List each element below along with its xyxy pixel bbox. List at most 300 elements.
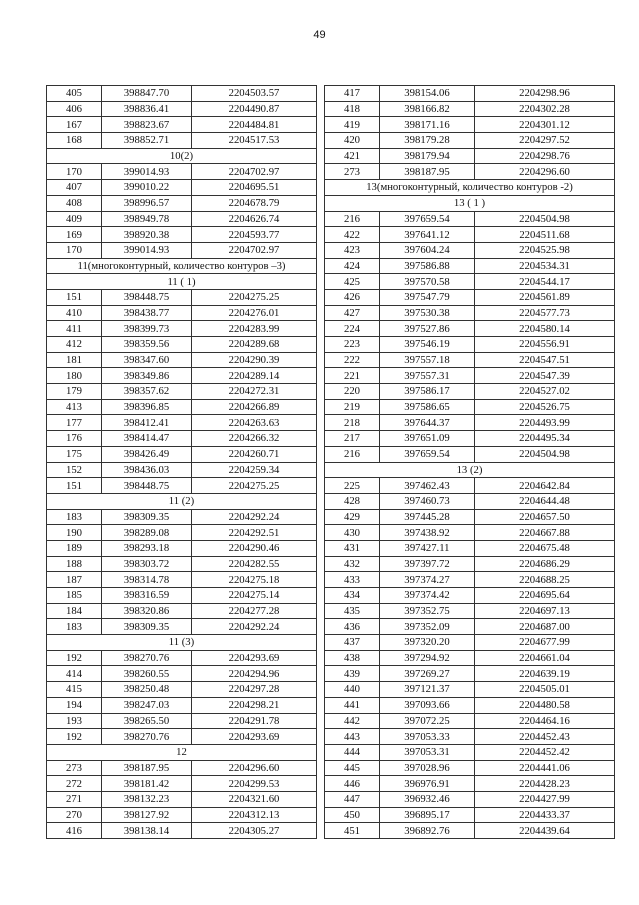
x-coordinate-cell: 398316.59 (102, 588, 192, 604)
point-number-cell: 450 (325, 807, 380, 823)
y-coordinate-cell: 2204661.04 (475, 650, 615, 666)
x-coordinate-cell: 397586.65 (380, 399, 475, 415)
y-coordinate-cell: 2204561.89 (475, 289, 615, 305)
point-number-cell: 151 (47, 289, 102, 305)
y-coordinate-cell: 2204556.91 (475, 337, 615, 353)
y-coordinate-cell: 2204275.14 (192, 588, 317, 604)
x-coordinate-cell: 397641.12 (380, 227, 475, 243)
point-number-cell: 169 (47, 227, 102, 243)
table-row (47, 509, 317, 525)
x-coordinate-cell: 398270.76 (102, 650, 192, 666)
point-number-cell: 413 (47, 399, 102, 415)
table-row (325, 572, 615, 588)
y-coordinate-cell: 2204452.42 (475, 744, 615, 760)
x-coordinate-cell: 398187.95 (380, 164, 475, 180)
y-coordinate-cell: 2204296.60 (192, 760, 317, 776)
y-coordinate-cell: 2204452.43 (475, 729, 615, 745)
table-row (325, 635, 615, 651)
x-coordinate-cell: 397374.42 (380, 588, 475, 604)
table-row (47, 117, 317, 133)
point-number-cell: 192 (47, 650, 102, 666)
table-row (47, 164, 317, 180)
point-number-cell: 272 (47, 776, 102, 792)
table-row (325, 431, 615, 447)
point-number-cell: 414 (47, 666, 102, 682)
y-coordinate-cell: 2204305.27 (192, 823, 317, 839)
y-coordinate-cell: 2204504.98 (475, 446, 615, 462)
point-number-cell: 405 (47, 86, 102, 102)
point-number-cell: 418 (325, 101, 380, 117)
table-row (47, 446, 317, 462)
y-coordinate-cell: 2204296.60 (475, 164, 615, 180)
y-coordinate-cell: 2204293.69 (192, 729, 317, 745)
x-coordinate-cell: 396932.46 (380, 791, 475, 807)
y-coordinate-cell: 2204580.14 (475, 321, 615, 337)
y-coordinate-cell: 2204277.28 (192, 603, 317, 619)
x-coordinate-cell: 398289.08 (102, 525, 192, 541)
y-coordinate-cell: 2204686.29 (475, 556, 615, 572)
x-coordinate-cell: 396976.91 (380, 776, 475, 792)
x-coordinate-cell: 398138.14 (102, 823, 192, 839)
y-coordinate-cell: 2204441.06 (475, 760, 615, 776)
table-row (325, 744, 615, 760)
y-coordinate-cell: 2204657.50 (475, 509, 615, 525)
x-coordinate-cell: 398320.86 (102, 603, 192, 619)
x-coordinate-cell: 397557.31 (380, 368, 475, 384)
x-coordinate-cell: 397352.09 (380, 619, 475, 635)
y-coordinate-cell: 2204577.73 (475, 305, 615, 321)
x-coordinate-cell: 398265.50 (102, 713, 192, 729)
x-coordinate-cell: 397374.27 (380, 572, 475, 588)
table-row (325, 525, 615, 541)
table-row (47, 525, 317, 541)
contour-heading: 13(многоконтурный, количество контуров -2) (325, 180, 615, 196)
x-coordinate-cell: 398949.78 (102, 211, 192, 227)
point-number-cell: 439 (325, 666, 380, 682)
point-number-cell: 421 (325, 148, 380, 164)
y-coordinate-cell: 2204294.96 (192, 666, 317, 682)
table-row (47, 729, 317, 745)
table-row (47, 807, 317, 823)
x-coordinate-cell: 398309.35 (102, 509, 192, 525)
point-number-cell: 417 (325, 86, 380, 102)
x-coordinate-cell: 398127.92 (102, 807, 192, 823)
table-row (325, 760, 615, 776)
contour-heading: 11 (3) (47, 635, 317, 651)
x-coordinate-cell: 398426.49 (102, 446, 192, 462)
point-number-cell: 429 (325, 509, 380, 525)
table-row (47, 791, 317, 807)
point-number-cell: 194 (47, 697, 102, 713)
table-row (325, 478, 615, 494)
y-coordinate-cell: 2204527.02 (475, 384, 615, 400)
y-coordinate-cell: 2204464.16 (475, 713, 615, 729)
contour-heading: 11(многоконтурный, количество контуров –3) (47, 258, 317, 274)
x-coordinate-cell: 397053.33 (380, 729, 475, 745)
table-row (47, 619, 317, 635)
y-coordinate-cell: 2204517.53 (192, 133, 317, 149)
y-coordinate-cell: 2204272.31 (192, 384, 317, 400)
contour-heading-row (47, 744, 317, 760)
point-number-cell: 435 (325, 603, 380, 619)
table-row (325, 540, 615, 556)
x-coordinate-cell: 398396.85 (102, 399, 192, 415)
y-coordinate-cell: 2204678.79 (192, 195, 317, 211)
point-number-cell: 176 (47, 431, 102, 447)
y-coordinate-cell: 2204275.18 (192, 572, 317, 588)
table-row (47, 603, 317, 619)
x-coordinate-cell: 398436.03 (102, 462, 192, 478)
table-row (325, 619, 615, 635)
table-row (47, 760, 317, 776)
point-number-cell: 177 (47, 415, 102, 431)
x-coordinate-cell: 398847.70 (102, 86, 192, 102)
contour-heading: 11 ( 1) (47, 274, 317, 290)
point-number-cell: 422 (325, 227, 380, 243)
point-number-cell: 170 (47, 164, 102, 180)
x-coordinate-cell: 398293.18 (102, 540, 192, 556)
table-row (325, 399, 615, 415)
table-row (325, 352, 615, 368)
table-row (325, 791, 615, 807)
x-coordinate-cell: 397659.54 (380, 446, 475, 462)
x-coordinate-cell: 398852.71 (102, 133, 192, 149)
x-coordinate-cell: 398448.75 (102, 289, 192, 305)
x-coordinate-cell: 397072.25 (380, 713, 475, 729)
contour-heading: 10(2) (47, 148, 317, 164)
point-number-cell: 437 (325, 635, 380, 651)
contour-heading-row (325, 462, 615, 478)
table-row (47, 697, 317, 713)
table-row (47, 211, 317, 227)
table-row (325, 493, 615, 509)
table-row (47, 572, 317, 588)
x-coordinate-cell: 398309.35 (102, 619, 192, 635)
point-number-cell: 433 (325, 572, 380, 588)
x-coordinate-cell: 397320.20 (380, 635, 475, 651)
point-number-cell: 420 (325, 133, 380, 149)
y-coordinate-cell: 2204275.25 (192, 478, 317, 494)
y-coordinate-cell: 2204642.84 (475, 478, 615, 494)
table-row (47, 556, 317, 572)
y-coordinate-cell: 2204697.13 (475, 603, 615, 619)
point-number-cell: 151 (47, 478, 102, 494)
point-number-cell: 216 (325, 211, 380, 227)
x-coordinate-cell: 397570.58 (380, 274, 475, 290)
table-row (325, 164, 615, 180)
table-row (325, 289, 615, 305)
y-coordinate-cell: 2204493.99 (475, 415, 615, 431)
point-number-cell: 407 (47, 180, 102, 196)
y-coordinate-cell: 2204427.99 (475, 791, 615, 807)
point-number-cell: 423 (325, 242, 380, 258)
point-number-cell: 446 (325, 776, 380, 792)
table-row (47, 384, 317, 400)
table-row (47, 823, 317, 839)
y-coordinate-cell: 2204675.48 (475, 540, 615, 556)
y-coordinate-cell: 2204503.57 (192, 86, 317, 102)
y-coordinate-cell: 2204289.14 (192, 368, 317, 384)
table-row (325, 713, 615, 729)
table-row (325, 603, 615, 619)
x-coordinate-cell: 397644.37 (380, 415, 475, 431)
x-coordinate-cell: 398154.06 (380, 86, 475, 102)
x-coordinate-cell: 398920.38 (102, 227, 192, 243)
table-row (325, 368, 615, 384)
y-coordinate-cell: 2204526.75 (475, 399, 615, 415)
table-row (47, 305, 317, 321)
y-coordinate-cell: 2204484.81 (192, 117, 317, 133)
x-coordinate-cell: 398260.55 (102, 666, 192, 682)
y-coordinate-cell: 2204593.77 (192, 227, 317, 243)
point-number-cell: 221 (325, 368, 380, 384)
table-row (47, 352, 317, 368)
table-row (47, 462, 317, 478)
x-coordinate-cell: 399010.22 (102, 180, 192, 196)
table-row (325, 729, 615, 745)
point-number-cell: 442 (325, 713, 380, 729)
x-coordinate-cell: 397445.28 (380, 509, 475, 525)
table-row (47, 227, 317, 243)
point-number-cell: 445 (325, 760, 380, 776)
table-row (325, 133, 615, 149)
y-coordinate-cell: 2204290.39 (192, 352, 317, 368)
y-coordinate-cell: 2204688.25 (475, 572, 615, 588)
y-coordinate-cell: 2204511.68 (475, 227, 615, 243)
x-coordinate-cell: 397547.79 (380, 289, 475, 305)
y-coordinate-cell: 2204428.23 (475, 776, 615, 792)
table-row (325, 101, 615, 117)
y-coordinate-cell: 2204702.97 (192, 164, 317, 180)
y-coordinate-cell: 2204298.96 (475, 86, 615, 102)
point-number-cell: 183 (47, 509, 102, 525)
point-number-cell: 451 (325, 823, 380, 839)
y-coordinate-cell: 2204275.25 (192, 289, 317, 305)
y-coordinate-cell: 2204298.76 (475, 148, 615, 164)
table-row (47, 101, 317, 117)
table-row (325, 211, 615, 227)
x-coordinate-cell: 397028.96 (380, 760, 475, 776)
y-coordinate-cell: 2204504.98 (475, 211, 615, 227)
x-coordinate-cell: 398414.47 (102, 431, 192, 447)
x-coordinate-cell: 398179.28 (380, 133, 475, 149)
x-coordinate-cell: 398412.41 (102, 415, 192, 431)
table-row (47, 478, 317, 494)
x-coordinate-cell: 397651.09 (380, 431, 475, 447)
contour-heading-row (325, 180, 615, 196)
table-row (325, 117, 615, 133)
x-coordinate-cell: 397352.75 (380, 603, 475, 619)
x-coordinate-cell: 398187.95 (102, 760, 192, 776)
table-row (47, 368, 317, 384)
x-coordinate-cell: 397294.92 (380, 650, 475, 666)
point-number-cell: 426 (325, 289, 380, 305)
y-coordinate-cell: 2204282.55 (192, 556, 317, 572)
point-number-cell: 185 (47, 588, 102, 604)
point-number-cell: 432 (325, 556, 380, 572)
point-number-cell: 224 (325, 321, 380, 337)
point-number-cell: 216 (325, 446, 380, 462)
x-coordinate-cell: 398438.77 (102, 305, 192, 321)
y-coordinate-cell: 2204695.51 (192, 180, 317, 196)
table-row (325, 509, 615, 525)
point-number-cell: 416 (47, 823, 102, 839)
point-number-cell: 220 (325, 384, 380, 400)
point-number-cell: 271 (47, 791, 102, 807)
x-coordinate-cell: 398399.73 (102, 321, 192, 337)
y-coordinate-cell: 2204266.89 (192, 399, 317, 415)
y-coordinate-cell: 2204292.24 (192, 619, 317, 635)
contour-heading-row (47, 635, 317, 651)
x-coordinate-cell: 398996.57 (102, 195, 192, 211)
table-row (325, 384, 615, 400)
point-number-cell: 225 (325, 478, 380, 494)
y-coordinate-cell: 2204626.74 (192, 211, 317, 227)
point-number-cell: 440 (325, 682, 380, 698)
table-row (47, 399, 317, 415)
point-number-cell: 406 (47, 101, 102, 117)
y-coordinate-cell: 2204266.32 (192, 431, 317, 447)
x-coordinate-cell: 398303.72 (102, 556, 192, 572)
x-coordinate-cell: 398179.94 (380, 148, 475, 164)
contour-heading-row (325, 195, 615, 211)
point-number-cell: 184 (47, 603, 102, 619)
x-coordinate-cell: 397397.72 (380, 556, 475, 572)
x-coordinate-cell: 398349.86 (102, 368, 192, 384)
point-number-cell: 273 (47, 760, 102, 776)
x-coordinate-cell: 398166.82 (380, 101, 475, 117)
point-number-cell: 170 (47, 242, 102, 258)
point-number-cell: 428 (325, 493, 380, 509)
y-coordinate-cell: 2204544.17 (475, 274, 615, 290)
table-row (325, 415, 615, 431)
table-row (325, 86, 615, 102)
point-number-cell: 419 (325, 117, 380, 133)
contour-heading: 11 (2) (47, 493, 317, 509)
x-coordinate-cell: 398132.23 (102, 791, 192, 807)
x-coordinate-cell: 398836.41 (102, 101, 192, 117)
y-coordinate-cell: 2204505.01 (475, 682, 615, 698)
point-number-cell: 444 (325, 744, 380, 760)
page-number: 49 (313, 29, 326, 41)
x-coordinate-cell: 399014.93 (102, 164, 192, 180)
table-row (47, 86, 317, 102)
y-coordinate-cell: 2204702.97 (192, 242, 317, 258)
contour-heading: 13 (2) (325, 462, 615, 478)
table-row (47, 289, 317, 305)
point-number-cell: 443 (325, 729, 380, 745)
point-number-cell: 189 (47, 540, 102, 556)
y-coordinate-cell: 2204547.39 (475, 368, 615, 384)
y-coordinate-cell: 2204639.19 (475, 666, 615, 682)
point-number-cell: 223 (325, 337, 380, 353)
table-row (325, 588, 615, 604)
y-coordinate-cell: 2204276.01 (192, 305, 317, 321)
y-coordinate-cell: 2204260.71 (192, 446, 317, 462)
coordinates-table-left (46, 85, 317, 839)
x-coordinate-cell: 398270.76 (102, 729, 192, 745)
y-coordinate-cell: 2204644.48 (475, 493, 615, 509)
x-coordinate-cell: 397586.17 (380, 384, 475, 400)
table-row (325, 823, 615, 839)
x-coordinate-cell: 397269.27 (380, 666, 475, 682)
table-row (325, 321, 615, 337)
y-coordinate-cell: 2204490.87 (192, 101, 317, 117)
point-number-cell: 180 (47, 368, 102, 384)
x-coordinate-cell: 397121.37 (380, 682, 475, 698)
y-coordinate-cell: 2204525.98 (475, 242, 615, 258)
x-coordinate-cell: 397427.11 (380, 540, 475, 556)
table-row (47, 180, 317, 196)
y-coordinate-cell: 2204299.53 (192, 776, 317, 792)
table-row (325, 556, 615, 572)
y-coordinate-cell: 2204291.78 (192, 713, 317, 729)
point-number-cell: 409 (47, 211, 102, 227)
y-coordinate-cell: 2204263.63 (192, 415, 317, 431)
table-row (325, 666, 615, 682)
x-coordinate-cell: 398181.42 (102, 776, 192, 792)
table-row (47, 337, 317, 353)
x-coordinate-cell: 397460.73 (380, 493, 475, 509)
y-coordinate-cell: 2204439.64 (475, 823, 615, 839)
point-number-cell: 436 (325, 619, 380, 635)
table-row (325, 242, 615, 258)
table-row (325, 227, 615, 243)
y-coordinate-cell: 2204433.37 (475, 807, 615, 823)
table-row (325, 650, 615, 666)
table-row (325, 258, 615, 274)
x-coordinate-cell: 397438.92 (380, 525, 475, 541)
x-coordinate-cell: 399014.93 (102, 242, 192, 258)
contour-heading: 12 (47, 744, 317, 760)
y-coordinate-cell: 2204321.60 (192, 791, 317, 807)
x-coordinate-cell: 397546.19 (380, 337, 475, 353)
table-row (325, 337, 615, 353)
point-number-cell: 193 (47, 713, 102, 729)
y-coordinate-cell: 2204289.68 (192, 337, 317, 353)
y-coordinate-cell: 2204259.34 (192, 462, 317, 478)
contour-heading: 13 ( 1 ) (325, 195, 615, 211)
point-number-cell: 410 (47, 305, 102, 321)
y-coordinate-cell: 2204298.21 (192, 697, 317, 713)
x-coordinate-cell: 398357.62 (102, 384, 192, 400)
point-number-cell: 187 (47, 572, 102, 588)
table-row (325, 446, 615, 462)
point-number-cell: 408 (47, 195, 102, 211)
point-number-cell: 179 (47, 384, 102, 400)
x-coordinate-cell: 398359.56 (102, 337, 192, 353)
y-coordinate-cell: 2204302.28 (475, 101, 615, 117)
point-number-cell: 152 (47, 462, 102, 478)
table-row (47, 713, 317, 729)
point-number-cell: 219 (325, 399, 380, 415)
point-number-cell: 441 (325, 697, 380, 713)
y-coordinate-cell: 2204290.46 (192, 540, 317, 556)
table-row (325, 682, 615, 698)
point-number-cell: 424 (325, 258, 380, 274)
x-coordinate-cell: 397462.43 (380, 478, 475, 494)
table-row (47, 650, 317, 666)
x-coordinate-cell: 396895.17 (380, 807, 475, 823)
table-row (47, 431, 317, 447)
y-coordinate-cell: 2204292.24 (192, 509, 317, 525)
table-row (325, 807, 615, 823)
point-number-cell: 412 (47, 337, 102, 353)
y-coordinate-cell: 2204677.99 (475, 635, 615, 651)
table-row (47, 540, 317, 556)
coordinates-table-right (324, 85, 615, 839)
x-coordinate-cell: 398171.16 (380, 117, 475, 133)
